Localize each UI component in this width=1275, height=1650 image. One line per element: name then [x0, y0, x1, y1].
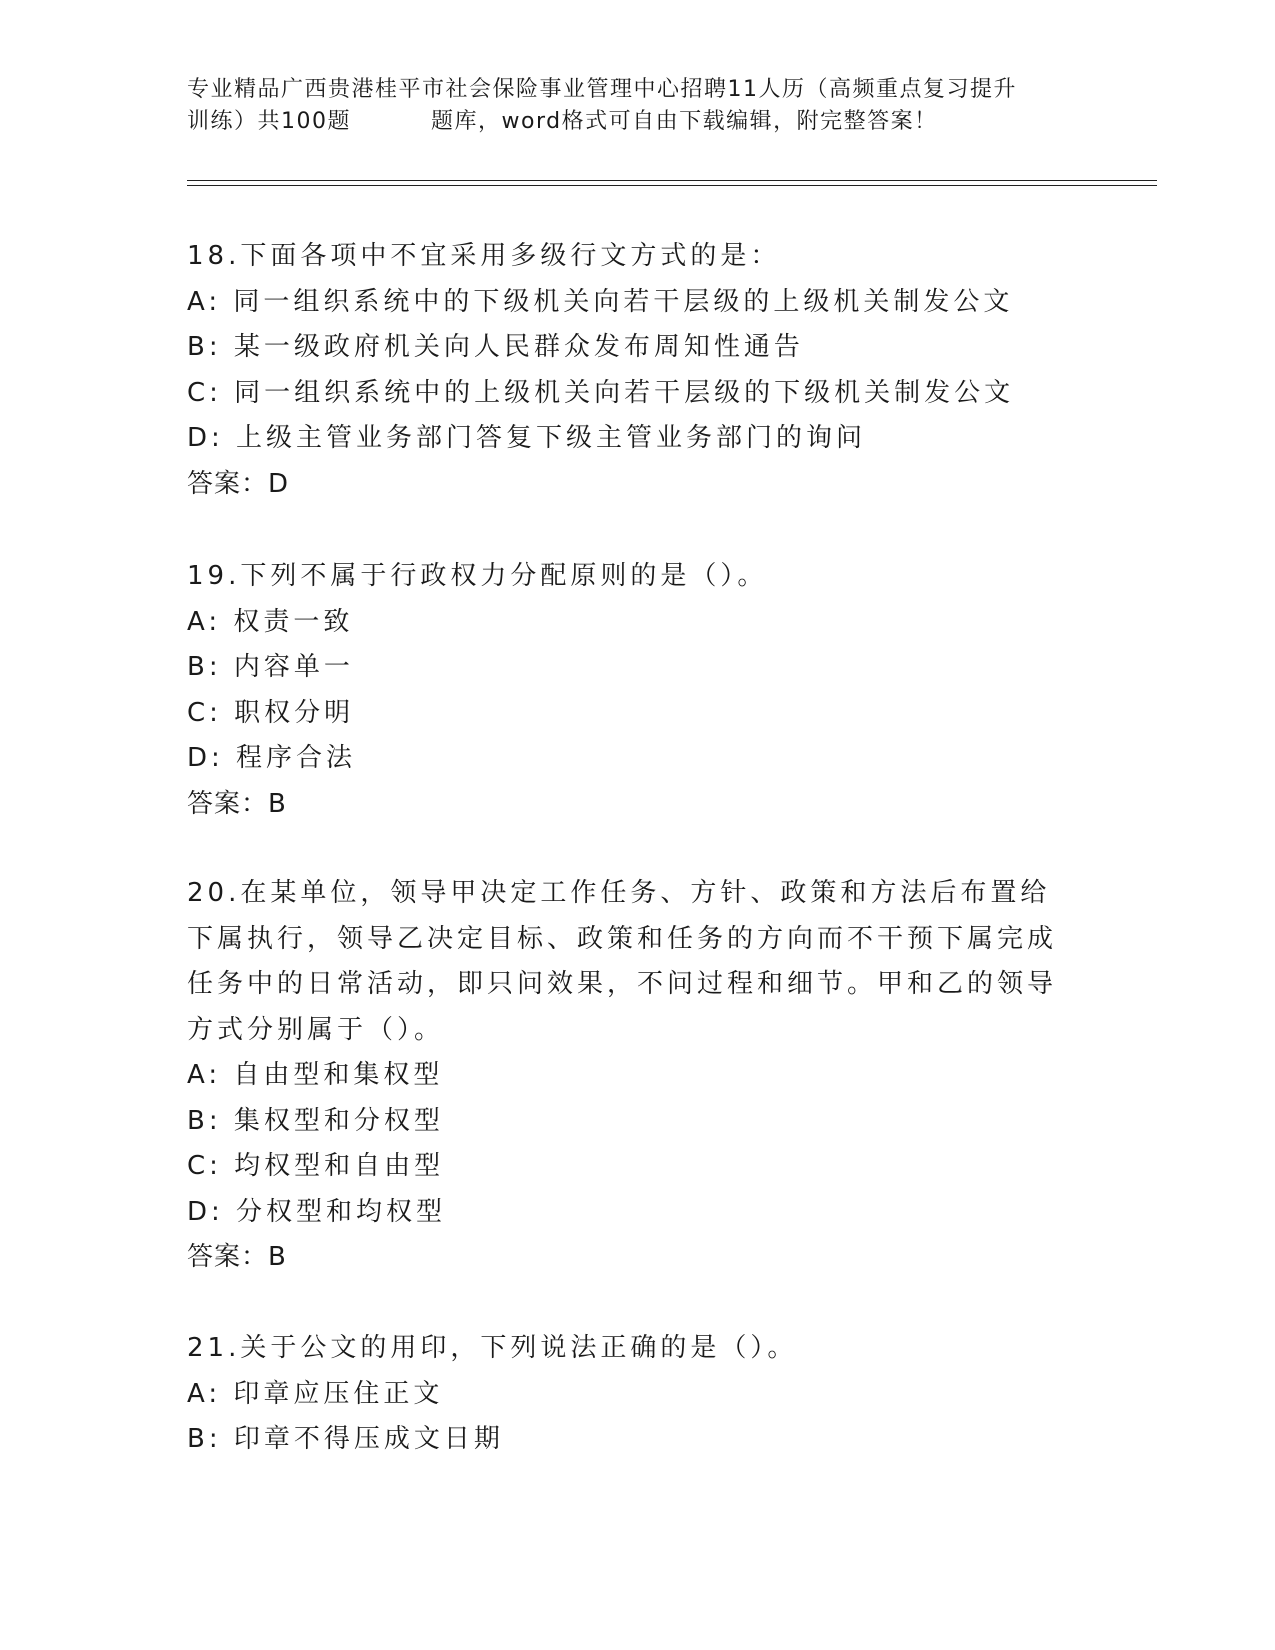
question-19: [187, 554, 1067, 827]
option-b: B: 印章不得压成文日期: [187, 1424, 504, 1454]
question-stem: 18.下面各项中不宜采用多级行文方式的是：: [187, 241, 781, 271]
document-header: [187, 74, 1067, 138]
option-d: D: 上级主管业务部门答复下级主管业务部门的询问: [187, 423, 867, 453]
header-divider-top: [187, 180, 1157, 181]
question-stem: 21.关于公文的用印，下列说法正确的是（）。: [187, 1333, 798, 1363]
header-title-part-a: 训练）共100题: [187, 109, 351, 134]
question-stem: 19.下列不属于行政权力分配原则的是（）。: [187, 561, 768, 591]
option-c: C: 均权型和自由型: [187, 1151, 445, 1181]
header-title-line-2: [187, 106, 1067, 138]
answer-line: 答案：B: [187, 1242, 287, 1272]
option-d: D: 程序合法: [187, 743, 357, 773]
option-b: B: 集权型和分权型: [187, 1105, 444, 1136]
option-a: A: 同一组织系统中的下级机关向若干层级的上级机关制发公文: [187, 286, 1014, 317]
option-c: C: 同一组织系统中的上级机关向若干层级的下级机关制发公文: [187, 377, 1015, 408]
answer-line: 答案：B: [187, 788, 287, 819]
option-d: D: 分权型和均权型: [187, 1196, 447, 1227]
question-18: [187, 234, 1067, 507]
question-21: [187, 1326, 1067, 1463]
option-b: B: 内容单一: [187, 652, 354, 682]
option-a: A: 权责一致: [187, 606, 354, 637]
option-b: B: 某一级政府机关向人民群众发布周知性通告: [187, 332, 804, 362]
question-stem: 20.在某单位，领导甲决定工作任务、方针、政策和方法后布置给下属执行，领导乙决定目标、政策和任务的方向而不干预下属完成任务中的日常活动，即只问效果，不问过程和细节。甲和乙的领导方式分别属于（）。: [187, 878, 1058, 1045]
question-20: [187, 871, 1067, 1281]
header-title-part-b: 题库，word格式可自由下载编辑，附完整答案！: [431, 109, 938, 134]
option-a: A: 自由型和集权型: [187, 1060, 444, 1090]
header-title-line-1: 专业精品广西贵港桂平市社会保险事业管理中心招聘11人历（高频重点复习提升: [187, 77, 1017, 102]
option-a: A: 印章应压住正文: [187, 1378, 444, 1409]
option-c: C: 职权分明: [187, 697, 355, 728]
answer-line: 答案：D: [187, 468, 290, 499]
header-divider-bottom: [187, 185, 1157, 186]
